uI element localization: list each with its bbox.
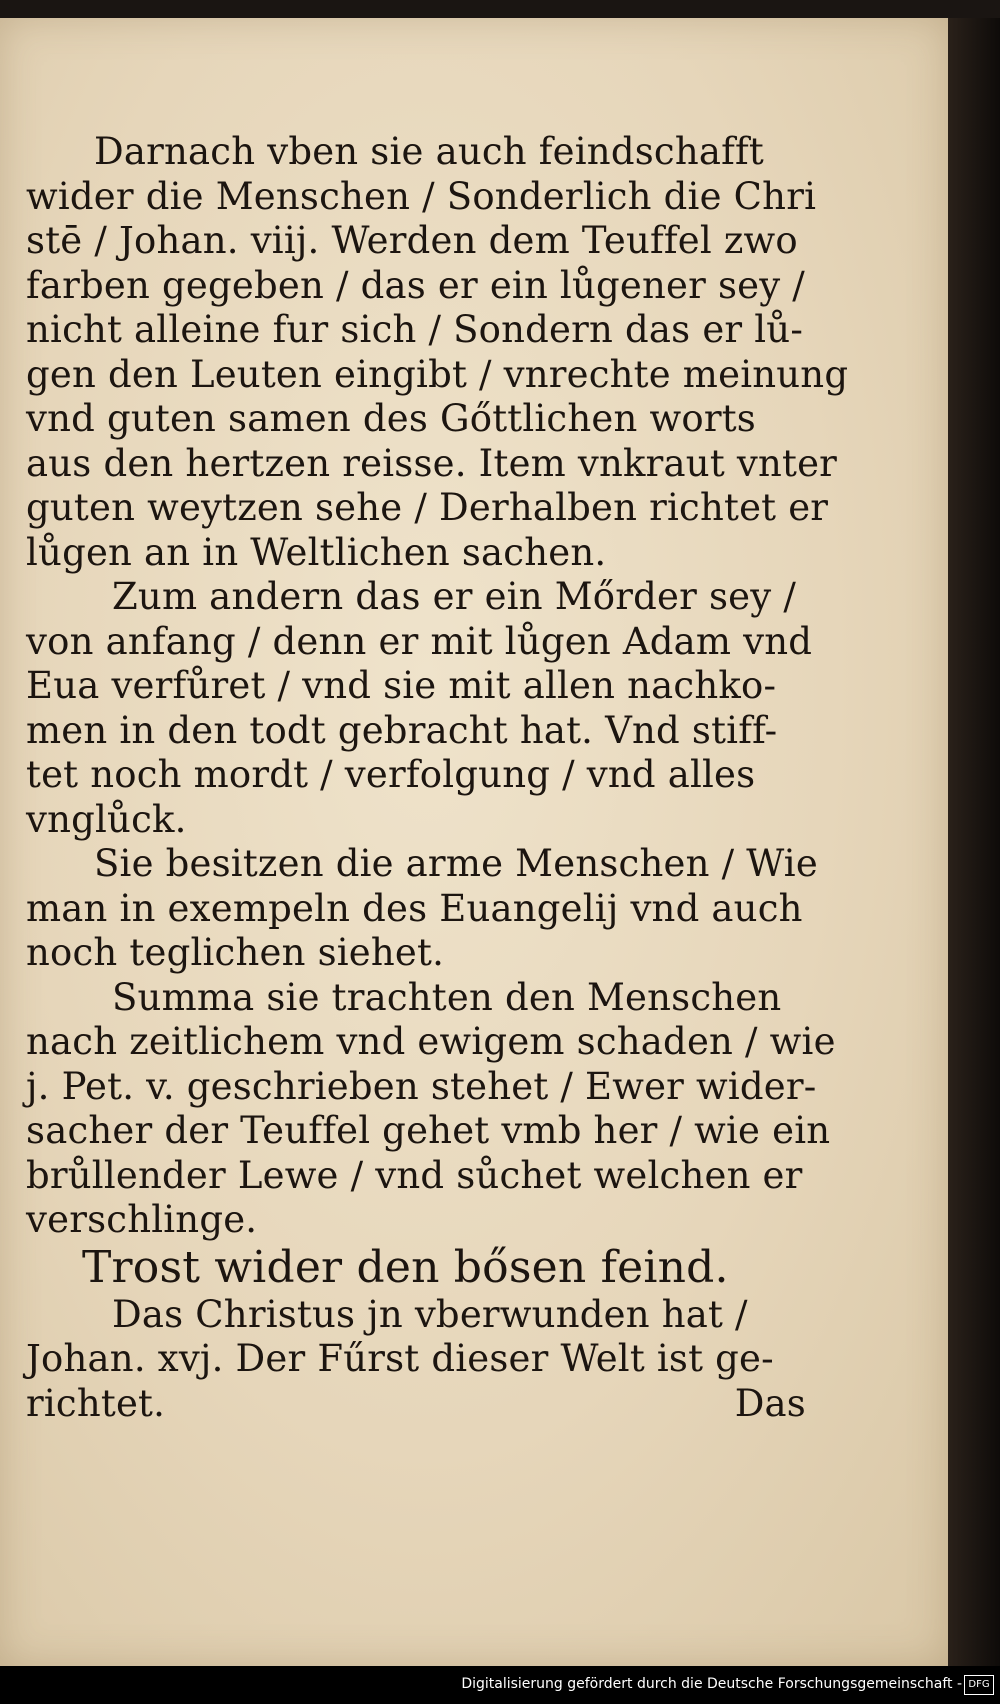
page-text — [26, 130, 849, 1426]
text-line: vnglůck. — [26, 797, 187, 841]
text-line: Das Christus jn vberwunden hat / — [112, 1292, 748, 1336]
text-line: Summa sie trachten den Menschen — [112, 975, 782, 1019]
footer-credit: Digitalisierung gefördert durch die Deutsche Forschungsgemeinschaft - — [461, 1676, 962, 1692]
text-line: aus den hertzen reisse. Item vnkraut vnter — [26, 441, 838, 485]
footer-bar — [0, 1666, 1000, 1704]
text-line: stē / Johan. viij. Werden dem Teuffel zwo — [26, 219, 798, 262]
catchword: Das — [734, 1381, 806, 1425]
text-line: nicht alleine fur sich / Sondern das er lů- — [26, 308, 804, 351]
text-line: vnd guten samen des Gőttlichen worts — [26, 397, 756, 440]
text-line: brůllender Lewe / vnd sůchet welchen er — [26, 1153, 803, 1197]
text-line: Zum andern das er ein Mőrder sey / — [112, 575, 796, 618]
text-line: noch teglichen siehet. — [26, 931, 445, 974]
text-line: man in exempeln des Euangelij vnd auch — [26, 886, 803, 930]
text-line: farben gegeben / das er ein lůgener sey / — [26, 263, 805, 307]
text-line: sacher der Teuffel gehet vmb her / wie ein — [26, 1109, 831, 1152]
text-line: Eua verfůret / vnd sie mit allen nachko- — [26, 664, 777, 707]
text-line: von anfang / denn er mit lůgen Adam vnd — [26, 619, 813, 663]
text-line: wider die Menschen / Sonderlich die Chri — [26, 174, 817, 218]
text-line: Sie besitzen die arme Menschen / Wie — [94, 842, 818, 885]
text-line: j. Pet. v. geschrieben stehet / Ewer wider- — [26, 1064, 817, 1108]
text-line: gen den Leuten eingibt / vnrechte meinung — [26, 352, 849, 396]
text-line: tet noch mordt / verfolgung / vnd alles — [26, 753, 756, 796]
text-line: Johan. xvj. Der Fűrst dieser Welt ist ge- — [26, 1337, 774, 1380]
book-page — [0, 18, 951, 1666]
text-line: lůgen an in Weltlichen sachen. — [26, 530, 607, 574]
last-line-row — [26, 1382, 806, 1427]
text-line: verschlinge. — [26, 1198, 258, 1241]
dfg-logo-icon: DFG — [964, 1675, 994, 1695]
page-edge-shadow — [948, 18, 1000, 1666]
text-line: richtet. — [26, 1381, 166, 1425]
text-line: nach zeitlichem vnd ewigem schaden / wie — [26, 1020, 836, 1063]
text-line: guten weytzen sehe / Derhalben richtet er — [26, 486, 829, 529]
text-line: Darnach vben sie auch feindschafft — [94, 130, 764, 173]
text-line: men in den todt gebracht hat. Vnd stiff- — [26, 708, 778, 752]
section-heading: Trost wider den bősen feind. — [82, 1241, 729, 1293]
